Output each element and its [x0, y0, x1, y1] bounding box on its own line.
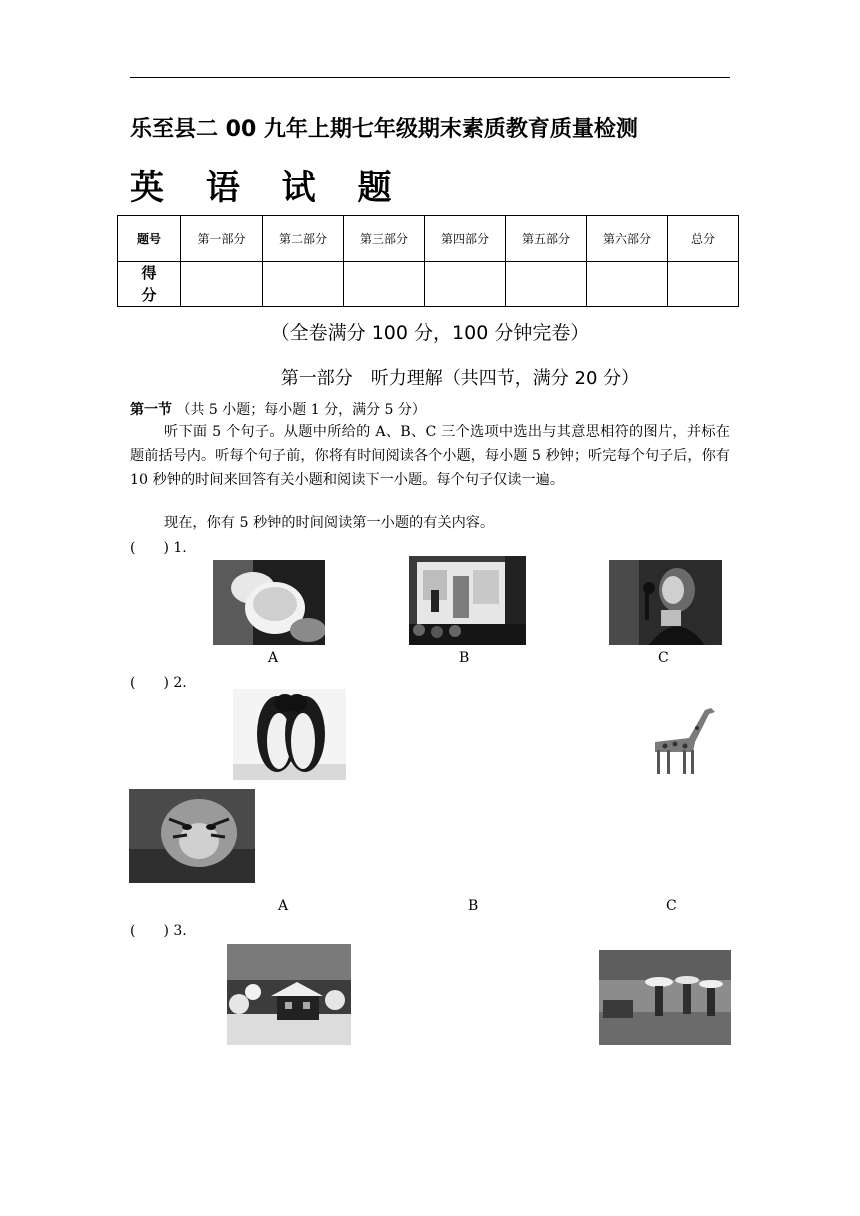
option-label: B — [468, 898, 479, 914]
section-note: （共 5 小题；每小题 1 分，满分 5 分） — [176, 402, 426, 418]
singer-photo — [609, 560, 722, 645]
giraffe-photo — [645, 702, 729, 776]
score-row-label: 得分 — [118, 262, 181, 307]
subject-title: 英 语 试 题 — [130, 168, 407, 208]
question-2-number: ( ) 2. — [130, 675, 187, 691]
option-label: C — [658, 650, 669, 666]
score-cell[interactable] — [506, 262, 587, 307]
exam-note: （全卷满分 100 分，100 分钟完卷） — [270, 322, 590, 344]
score-header-cell: 题号 — [118, 216, 181, 262]
snowy-house-photo — [227, 944, 351, 1045]
classroom-photo — [409, 556, 526, 645]
option-label: A — [268, 650, 279, 666]
score-cell[interactable] — [263, 262, 344, 307]
score-cell[interactable] — [587, 262, 668, 307]
score-table — [117, 215, 739, 307]
option-label: C — [666, 898, 677, 914]
bowl-photo — [213, 560, 325, 645]
section-label: 第一节 — [130, 402, 172, 418]
tiger-photo — [129, 789, 255, 883]
exam-title: 乐至县二 00 九年上期七年级期末素质教育质量检测 — [130, 117, 638, 142]
part1-heading: 第一部分 听力理解（共四节，满分 20 分） — [280, 368, 640, 389]
score-cell[interactable] — [181, 262, 263, 307]
score-cell[interactable] — [344, 262, 425, 307]
option-label: B — [459, 650, 470, 666]
score-header-cell: 第四部分 — [425, 216, 506, 262]
score-header-cell: 第六部分 — [587, 216, 668, 262]
section-line — [130, 399, 426, 419]
penguins-photo — [233, 689, 346, 780]
instructions: 听下面 5 个句子。从题中所给的 A、B、C 三个选项中选出与其意思相符的图片，并标在题前括号内。听每个句子前，你将有时间阅读各个小题，每小题 5 秒钟；听完每个句子后，你有 10 秒钟的时间来回答有关小题和阅读下一小题。每个句子仅读一遍。 — [130, 424, 730, 488]
question-3-number: ( ) 3. — [130, 923, 187, 939]
reading-time-note: 现在，你有 5 秒钟的时间阅读第一小题的有关内容。 — [164, 515, 495, 531]
score-cell[interactable] — [668, 262, 739, 307]
score-header-cell: 第二部分 — [263, 216, 344, 262]
score-header-cell: 第三部分 — [344, 216, 425, 262]
score-header-cell: 总分 — [668, 216, 739, 262]
score-cell[interactable] — [425, 262, 506, 307]
score-header-cell: 第一部分 — [181, 216, 263, 262]
option-label: A — [278, 898, 289, 914]
question-1-number: ( ) 1. — [130, 540, 187, 556]
score-header-cell: 第五部分 — [506, 216, 587, 262]
rainy-street-photo — [599, 950, 731, 1045]
top-rule — [130, 77, 730, 78]
